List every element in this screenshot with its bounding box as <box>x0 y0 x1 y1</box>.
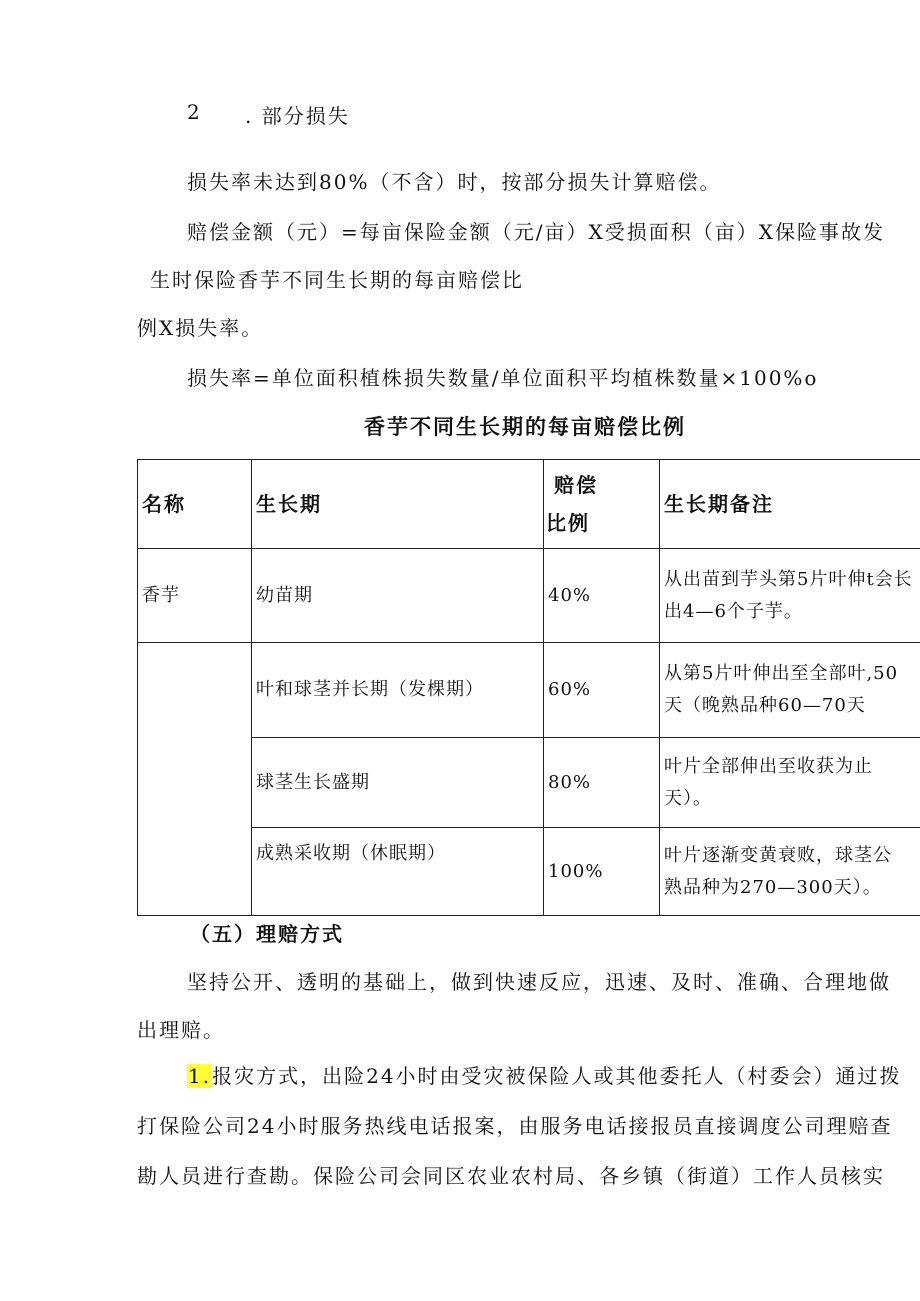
table-row <box>138 738 920 828</box>
table-row <box>138 549 920 643</box>
ratio-cell: 100% <box>544 828 660 916</box>
table-title: 香芋不同生长期的每亩赔偿比例 <box>364 414 686 439</box>
stage-cell: 叶和球茎并长期（发棵期） <box>252 643 544 738</box>
list-item-report-method-end: 勘人员进行查勘。保险公司会同区农业农村局、各乡镇（街道）工作人员核实 <box>137 1164 885 1188</box>
paragraph-compensation-formula-end: 例X损失率。 <box>137 316 264 340</box>
paragraph-compensation-formula: 赔偿金额（元）=每亩保险金额（元/亩）X受损面积（亩）X保险事故发 <box>187 220 885 244</box>
empty-name-cell <box>138 738 252 828</box>
note-cell <box>660 549 920 643</box>
paragraph-loss-rate-formula: 损失率=单位面积植株损失数量/单位面积平均植株数量×100%o <box>187 366 819 390</box>
note-line: 叶片全部伸出至收获为止 <box>664 755 873 777</box>
crop-name: 香芋 <box>138 549 252 643</box>
table-header-row <box>138 460 920 549</box>
note-line: 从第5片叶伸出至全部叶,50 <box>664 663 899 684</box>
header-note: 生长期备注 <box>660 460 920 549</box>
stage-cell: 球茎生长盛期 <box>252 738 544 828</box>
note-line: 熟品种为270—300天）。 <box>664 876 882 898</box>
ratio-cell: 40% <box>544 549 660 643</box>
header-stage: 生长期 <box>252 460 544 549</box>
compensation-ratio-table <box>137 459 920 916</box>
note-line: 天）。 <box>664 787 712 809</box>
list-item-report-method-cont: 打保险公司24小时服务热线电话报案，由服务电话接报员直接调度公司理赔查 <box>137 1114 893 1138</box>
table-row <box>138 643 920 738</box>
header-name: 名称 <box>138 460 252 549</box>
note-cell <box>660 828 920 916</box>
paragraph-claims-principle-cont: 出理赔。 <box>137 1018 225 1042</box>
note-line: 出4—6个子芋。 <box>664 600 803 622</box>
note-cell <box>660 738 920 828</box>
note-line: 叶片逐渐变黄衰败，球茎公 <box>664 844 892 866</box>
paragraph-claims-principle: 坚持公开、透明的基础上，做到快速反应，迅速、及时、准确、合理地做 <box>187 970 891 994</box>
empty-name-cell <box>138 828 252 916</box>
note-line: 天（晚熟品种60—70天 <box>664 695 866 716</box>
header-ratio-line1: 赔偿 <box>554 473 598 497</box>
paragraph-loss-rate-threshold: 损失率未达到80%（不含）时，按部分损失计算赔偿。 <box>187 170 722 194</box>
stage-cell: 成熟采收期（休眠期） <box>252 828 544 916</box>
section-heading-claims: （五）理赔方式 <box>190 922 344 946</box>
list-item-report-method <box>187 1060 902 1089</box>
stage-cell: 幼苗期 <box>252 549 544 643</box>
header-ratio <box>544 460 660 549</box>
item-number: 1. <box>188 1064 212 1088</box>
section-number: 2 <box>187 100 202 124</box>
paragraph-compensation-formula-cont: 生时保险香芋不同生长期的每亩赔偿比 <box>150 268 524 292</box>
ratio-cell: 80% <box>544 738 660 828</box>
item-text: 报灾方式，出险24小时由受灾被保险人或其他委托人（村委会）通过拨 <box>212 1064 902 1088</box>
empty-name-cell <box>138 643 252 738</box>
note-line: 从出苗到芋头第5片叶伸t会长 <box>664 568 913 590</box>
table-row <box>138 828 920 916</box>
section-heading: . 部分损失 <box>245 104 350 128</box>
note-cell <box>660 643 920 738</box>
header-ratio-line2: 比例 <box>546 511 590 535</box>
ratio-cell: 60% <box>544 643 660 738</box>
